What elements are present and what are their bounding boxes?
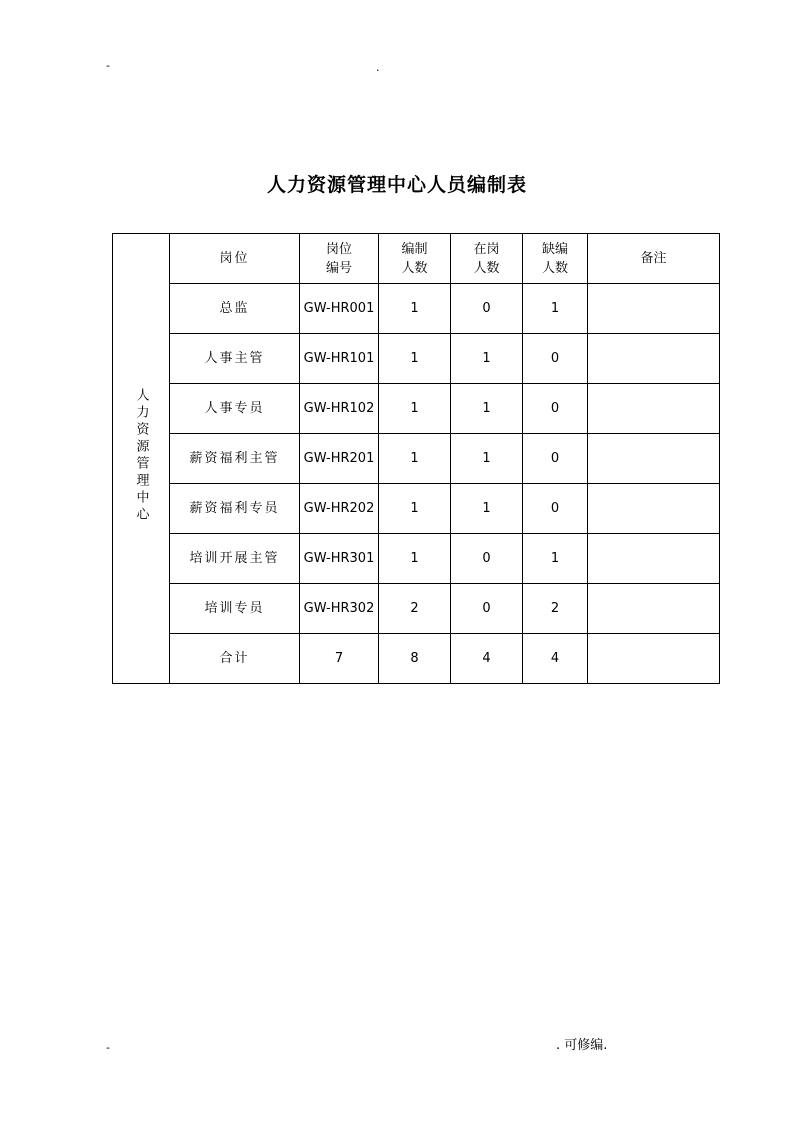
header-vacancy-line2: 人数: [541, 260, 568, 276]
row-code: GW-HR301: [300, 534, 379, 584]
row-code: GW-HR101: [300, 334, 379, 384]
department-label: 人力资源管理中心: [133, 387, 149, 524]
row-note: [588, 434, 720, 484]
table-row: [113, 434, 720, 484]
row-vacancy: 0: [523, 384, 588, 434]
header-left-mark: -: [106, 59, 110, 72]
total-note: [588, 634, 720, 684]
row-position: 培训开展主管: [170, 534, 300, 584]
row-position: 人事主管: [170, 334, 300, 384]
header-onjob: [451, 234, 523, 284]
header-onjob-line1: 在岗: [473, 241, 500, 257]
table-row: [113, 584, 720, 634]
header-onjob-line2: 人数: [473, 260, 500, 276]
row-quota: 1: [379, 284, 451, 334]
row-code: GW-HR001: [300, 284, 379, 334]
row-quota: 2: [379, 584, 451, 634]
table-header-row: [113, 234, 720, 284]
header-position: 岗位: [170, 234, 300, 284]
row-onjob: 0: [451, 534, 523, 584]
header-code: [300, 234, 379, 284]
row-onjob: 1: [451, 434, 523, 484]
total-row: [113, 634, 720, 684]
row-note: [588, 384, 720, 434]
row-vacancy: 1: [523, 284, 588, 334]
row-onjob: 1: [451, 484, 523, 534]
document-title: 人力资源管理中心人员编制表: [266, 174, 527, 196]
row-vacancy: 0: [523, 334, 588, 384]
row-code: GW-HR201: [300, 434, 379, 484]
total-label: 合计: [170, 634, 300, 684]
row-note: [588, 484, 720, 534]
department-cell: [113, 234, 170, 684]
table-row: [113, 484, 720, 534]
staffing-table: [112, 233, 720, 684]
row-position: 薪资福利专员: [170, 484, 300, 534]
footer-left-mark: -: [106, 1041, 110, 1054]
header-right-mark: .: [376, 61, 380, 74]
header-quota-line2: 人数: [401, 260, 428, 276]
row-position: 培训专员: [170, 584, 300, 634]
row-quota: 1: [379, 534, 451, 584]
row-onjob: 0: [451, 584, 523, 634]
row-onjob: 1: [451, 384, 523, 434]
header-quota: [379, 234, 451, 284]
total-code: 7: [300, 634, 379, 684]
row-note: [588, 534, 720, 584]
table-row: [113, 534, 720, 584]
row-onjob: 0: [451, 284, 523, 334]
row-quota: 1: [379, 484, 451, 534]
row-vacancy: 1: [523, 534, 588, 584]
row-position: 人事专员: [170, 384, 300, 434]
row-onjob: 1: [451, 334, 523, 384]
row-code: GW-HR202: [300, 484, 379, 534]
row-position: 薪资福利主管: [170, 434, 300, 484]
row-note: [588, 284, 720, 334]
header-quota-line1: 编制: [401, 241, 428, 257]
total-onjob: 4: [451, 634, 523, 684]
row-position: 总监: [170, 284, 300, 334]
row-code: GW-HR102: [300, 384, 379, 434]
row-quota: 1: [379, 334, 451, 384]
total-vacancy: 4: [523, 634, 588, 684]
row-note: [588, 584, 720, 634]
row-note: [588, 334, 720, 384]
header-code-line1: 岗位: [325, 241, 352, 257]
row-quota: 1: [379, 434, 451, 484]
row-vacancy: 2: [523, 584, 588, 634]
total-quota: 8: [379, 634, 451, 684]
table-row: [113, 384, 720, 434]
row-vacancy: 0: [523, 484, 588, 534]
header-note: 备注: [588, 234, 720, 284]
header-code-line2: 编号: [325, 260, 352, 276]
table-row: [113, 334, 720, 384]
row-code: GW-HR302: [300, 584, 379, 634]
footer-right-text: . 可修编.: [556, 1038, 608, 1053]
header-vacancy: [523, 234, 588, 284]
header-vacancy-line1: 缺编: [541, 241, 568, 257]
table-row: [113, 284, 720, 334]
row-quota: 1: [379, 384, 451, 434]
row-vacancy: 0: [523, 434, 588, 484]
